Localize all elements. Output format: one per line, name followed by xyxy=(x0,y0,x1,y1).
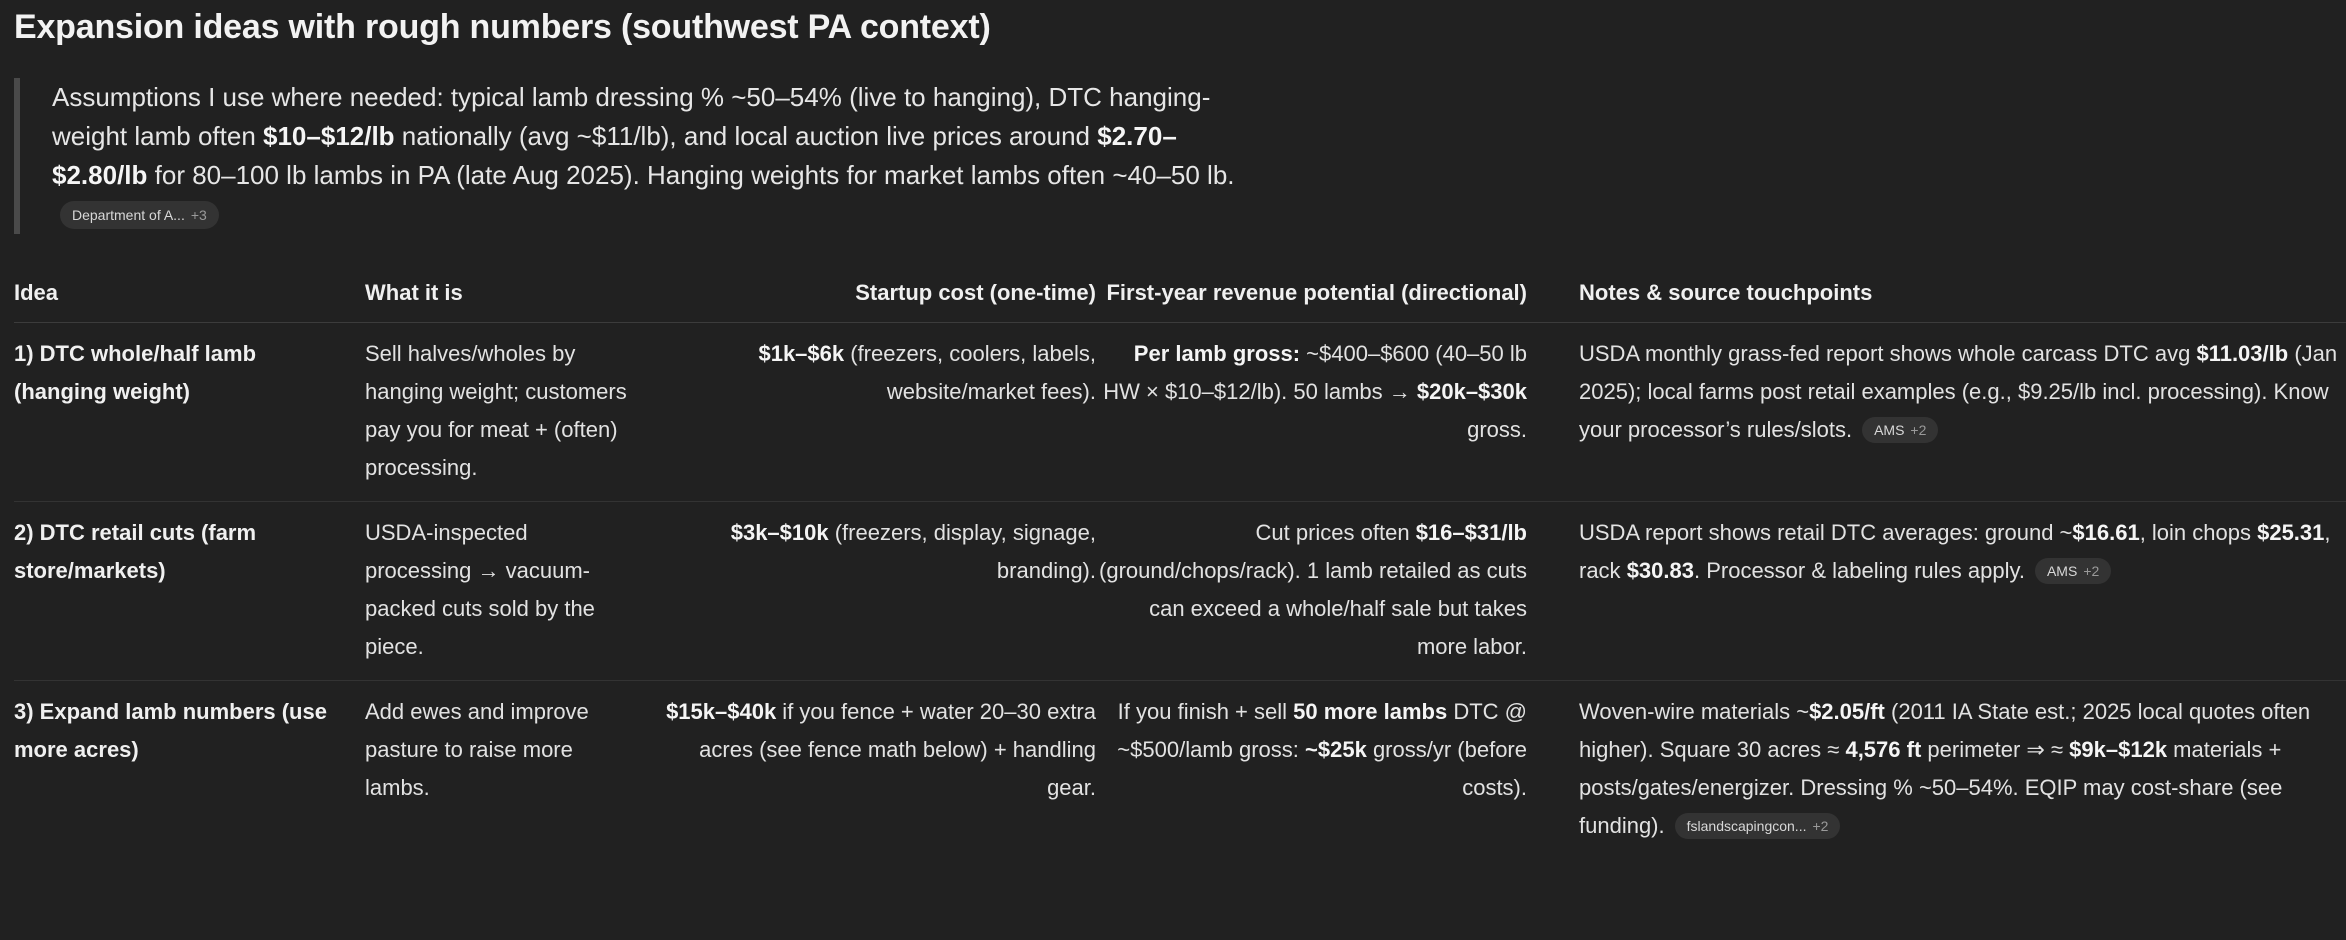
section-heading: Expansion ideas with rough numbers (southwest PA context) xyxy=(14,8,991,46)
citation-pill-department[interactable] xyxy=(60,201,219,229)
header-idea: Idea xyxy=(14,270,365,323)
revenue-price-range: $16–$31/lb xyxy=(1415,520,1527,545)
notes-text: , loin chops xyxy=(2139,520,2258,545)
table-row xyxy=(14,502,2346,681)
cell-revenue xyxy=(1096,323,1527,502)
table-row xyxy=(14,681,2346,860)
notes-text: USDA report shows retail DTC averages: ground ~ xyxy=(1579,520,2073,545)
citation-pill-label: Department of A... xyxy=(72,207,185,223)
header-revenue-potential: First-year revenue potential (directional) xyxy=(1096,270,1527,323)
cell-revenue xyxy=(1096,681,1527,860)
notes-text: (Jan 2025); local farms post retail examples (e.g., $9.25/lb incl. processing). Know your processor’s rules/slots. xyxy=(1579,341,2338,442)
header-startup-cost: Startup cost (one-time) xyxy=(649,270,1096,323)
citation-pill-ams[interactable] xyxy=(2035,558,2111,584)
table-row xyxy=(14,323,2346,502)
cell-notes xyxy=(1527,323,2346,502)
startup-range: $3k–$10k xyxy=(730,520,829,545)
citation-pill-count: +3 xyxy=(190,207,207,223)
cell-idea: 3) Expand lamb numbers (use more acres) xyxy=(14,699,327,762)
cell-idea: 1) DTC whole/half lamb (hanging weight) xyxy=(14,323,365,502)
revenue-total: $20k–$30k xyxy=(1416,379,1527,404)
revenue-detail: ~$400–$600 (40–50 lb HW × $10–$12/lb). 50 lambs → xyxy=(1103,341,1527,404)
notes-perimeter: 4,576 ft xyxy=(1845,737,1922,762)
citation-pill-fslandscaping[interactable] xyxy=(1675,813,1841,839)
notes-price: $9k–$12k xyxy=(2069,737,2168,762)
notes-text: materials + posts/gates/energizer. Dressing % ~50–54%. EQIP may cost-share (see funding). xyxy=(1579,737,2283,838)
table-header-row xyxy=(14,270,2346,323)
notes-price: $16.61 xyxy=(2072,520,2140,545)
assumption-text-3: for 80–100 lb lambs in PA (late Aug 2025). Hanging weights for market lambs often ~40–50 lb. xyxy=(147,160,1235,190)
expansion-ideas-table xyxy=(14,270,2346,859)
revenue-label: Per lamb gross: xyxy=(1133,341,1301,366)
notes-text: , rack xyxy=(1579,520,2331,583)
revenue-suffix: gross/yr (before costs). xyxy=(1366,737,1527,800)
assumption-text-1: Assumptions I use where needed: typical lamb dressing % ~50–54% (live to hanging), DTC hanging-weight lamb often xyxy=(52,82,1211,151)
notes-text: (2011 IA State est.; 2025 local quotes often higher). Square 30 acres ≈ xyxy=(1579,699,2311,762)
notes-text: USDA monthly grass-fed report shows whole carcass DTC avg xyxy=(1579,341,2197,366)
notes-price: $25.31 xyxy=(2257,520,2325,545)
cell-idea: 2) DTC retail cuts (farm store/markets) xyxy=(14,502,365,681)
notes-text: . Processor & labeling rules apply. xyxy=(1693,558,2025,583)
startup-detail: if you fence + water 20–30 extra acres (see fence math below) + handling gear. xyxy=(699,699,1096,800)
header-notes: Notes & source touchpoints xyxy=(1527,270,2346,323)
header-what-it-is: What it is xyxy=(365,270,649,323)
citation-pill-count: +2 xyxy=(2083,563,2100,579)
revenue-prefix: If you finish + sell xyxy=(1117,699,1294,724)
startup-detail: (freezers, display, signage, branding). xyxy=(828,520,1096,583)
notes-price: $2.05/ft xyxy=(1809,699,1885,724)
notes-price: $11.03/lb xyxy=(2196,341,2289,366)
startup-range: $1k–$6k xyxy=(758,341,845,366)
cell-what-it-is: USDA-inspected processing → vacuum-packed cuts sold by the piece. xyxy=(365,502,649,681)
revenue-suffix: gross. xyxy=(1467,417,1527,442)
revenue-detail: DTC @ ~$500/lamb gross: xyxy=(1117,699,1527,762)
revenue-prefix: Cut prices often xyxy=(1255,520,1416,545)
assumption-text-2: nationally (avg ~$11/lb), and local auction live prices around xyxy=(394,121,1098,151)
citation-pill-count: +2 xyxy=(1910,422,1927,438)
revenue-lamb-count: 50 more lambs xyxy=(1293,699,1448,724)
notes-text: perimeter ⇒ ≈ xyxy=(1921,737,2070,762)
revenue-total: ~$25k xyxy=(1305,737,1367,762)
citation-pill-label: fslandscapingcon... xyxy=(1686,818,1807,834)
startup-range: $15k–$40k xyxy=(666,699,777,724)
notes-price: $30.83 xyxy=(1626,558,1694,583)
assumptions-blockquote xyxy=(14,78,1244,234)
revenue-detail: (ground/chops/rack). 1 lamb retailed as cuts can exceed a whole/half sale but takes more labor. xyxy=(1099,558,1527,659)
startup-detail: (freezers, coolers, labels, website/market fees). xyxy=(844,341,1096,404)
assumption-dtc-price: $10–$12/lb xyxy=(263,121,395,151)
citation-pill-count: +2 xyxy=(1812,818,1829,834)
cell-what-it-is: Add ewes and improve pasture to raise more lambs. xyxy=(365,699,589,800)
cell-startup-cost xyxy=(649,323,1096,502)
citation-pill-ams[interactable] xyxy=(1862,417,1938,443)
cell-revenue xyxy=(1096,502,1527,681)
assumption-auction-price: $2.70–$2.80/lb xyxy=(52,121,1177,190)
cell-notes xyxy=(1527,502,2346,681)
cell-what-it-is: Sell halves/wholes by hanging weight; customers pay you for meat + (often) processing. xyxy=(365,323,649,502)
cell-startup-cost xyxy=(649,681,1096,860)
cell-startup-cost xyxy=(649,502,1096,681)
cell-notes xyxy=(1527,681,2346,860)
citation-pill-label: AMS xyxy=(2046,563,2078,579)
citation-pill-label: AMS xyxy=(1874,422,1905,438)
notes-text: Woven-wire materials ~ xyxy=(1579,699,1810,724)
